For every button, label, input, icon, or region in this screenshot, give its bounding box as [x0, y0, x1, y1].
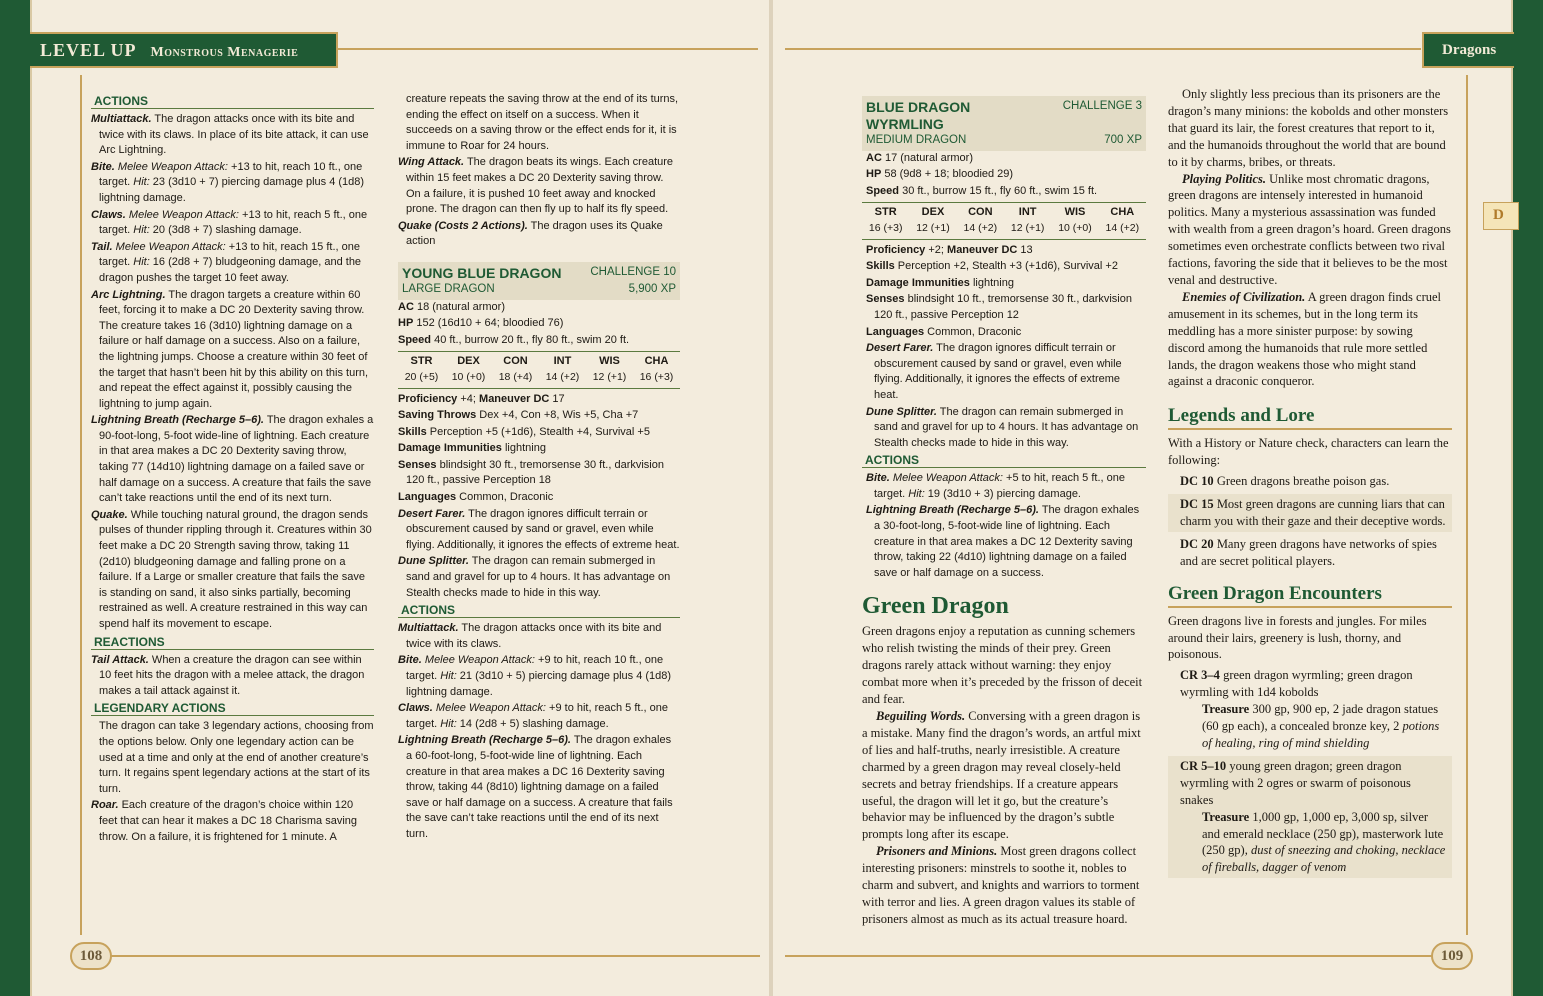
languages: Languages Common, Draconic — [866, 325, 1022, 338]
arc-lightning-entry: Arc Lightning. The dragon targets a creature within 60 feet, forcing it to make a DC 20 Dexterity saving throw. The creature takes 16 (3d10) lightning damage on a failure or half damage on a success. Also on a failure, the lightning jumps. Choose a creature within 30 feet of the target that hasn’t been hit by this ability on this turn, and repeat the effect against it, possibly causing the lightning to jump again. — [91, 288, 369, 410]
section-actions-wyrmling: ACTIONS — [862, 453, 1146, 468]
column-1 — [91, 92, 374, 846]
treasure-cr5-10: Treasure 1,000 gp, 1,000 ep, 3,000 sp, silver and emerald necklace (250 gp), masterwork lute (250 gp), dust of sneezing and choking, necklace of fireballs, dagger of venom — [1202, 809, 1446, 875]
dune-splitter: Dune Splitter. The dragon can remain submerged in sand and gravel for up to 4 hours. It has advantage on Stealth checks made to hide in this way. — [398, 555, 671, 599]
breath-wyrmling: Lightning Breath (Recharge 5–6). The dragon exhales a 30-foot-long, 5-foot-wide line of lightning. Each creature in that area makes a DC 12 Dexterity saving throw, taking 22 (4d10) lightning damage on a failed save or half damage on a success. — [866, 504, 1140, 579]
section-actions-young: ACTIONS — [398, 603, 680, 618]
roar-continued: creature repeats the saving throw at the end of its turns, ending the effect on itself on a success. When it succeeds on a saving throw or the effect ends for it, it is immune to Roar for 24 hours. — [406, 93, 679, 152]
column-3 — [862, 92, 1146, 928]
beguiling-words: Beguiling Words. Conversing with a green dragon is a mistake. Many find the dragon’s words, an artful mixt of lies and half-truths, nearly irresistible. A creature charmed by a green dragon may reveal closely-held secrets and betray friendships. If a creature appears useful, the dragon will let it go, but the creature’s behavior may be influenced by the dragon’s subtle prompts long after its escape. — [862, 708, 1141, 842]
book-spine — [769, 0, 773, 996]
monster-type: MEDIUM DRAGON — [866, 134, 967, 146]
lightning-breath-entry: Lightning Breath (Recharge 5–6). The dragon exhales a 90-foot-long, 5-foot wide-line of lightning. Each creature in that area makes a DC 20 Dexterity saving throw, taking 77 (14d10) lightning damage on a failed save or half damage on a success. A creature that fails the save can’t take reactions until the end of its next turn. — [91, 414, 374, 505]
wyrmling-header — [862, 96, 1146, 151]
encounters-title: Green Dragon Encounters — [1168, 582, 1452, 608]
legends-intro: With a History or Nature check, characters can learn the following: — [1168, 436, 1449, 468]
legends-lore-title: Legends and Lore — [1168, 404, 1452, 430]
tail-entry: Tail. Melee Weapon Attack: +13 to hit, reach 15 ft., one target. Hit: 16 (2d8 + 7) bludgeoning damage, and the dragon pushes the target 10 feet away. — [91, 240, 362, 284]
chapter-title: Dragons — [1442, 42, 1497, 58]
section-legendary: LEGENDARY ACTIONS — [91, 701, 374, 716]
hit-points: HP 152 (16d10 + 64; bloodied 76) — [398, 317, 564, 330]
header-banner-left — [30, 32, 338, 68]
enemies-of-civilization: Enemies of Civilization. A green dragon finds cruel amusement in its schemes, but in the long term its meddling has a more sinister purpose: by sowing discord among the humanoids that rule more settled lands, the dragon weakens those who might stand against a draconic conqueror. — [1168, 289, 1442, 389]
tail-attack-entry: Tail Attack. When a creature the dragon can see within 10 feet hits the dragon with a melee attack, the dragon makes a tail attack against it. — [91, 653, 365, 697]
damage-immunities: Damage Immunities lightning — [398, 442, 546, 455]
footer-rule-right — [785, 955, 1435, 957]
bite-entry: Bite. Melee Weapon Attack: +13 to hit, reach 10 ft., one target. Hit: 23 (3d10 + 7) piercing damage plus 4 (1d8) lightning damage. — [91, 160, 365, 204]
book-subtitle: Monstrous Menagerie — [150, 45, 299, 60]
ability-scores-table: STR DEX CON INT WIS CHA 16 (+3) 12 (+1) 14 (+2) 12 (+1) 10 (+0) 14 (+2) — [862, 202, 1146, 239]
roar-entry: Roar. Each creature of the dragon’s choice within 120 feet that can hear it makes a DC 18 Charisma saving throw. On a failure, it is frightened for 1 minute. A — [91, 799, 358, 843]
skills: Skills Perception +2, Stealth +3 (+1d6), Survival +2 — [866, 260, 1118, 273]
encounter-cr5-10: CR 5–10 young green dragon; green dragon wyrmling with 2 ogres or swarm of poisonous snakes Treasure 1,000 gp, 1,000 ep, 3,000 sp, silver and emerald necklace (250 gp), masterwork lute (250 gp), dust of sneezing and choking, necklace of fireballs, dagger of venom — [1168, 756, 1452, 878]
section-actions: ACTIONS — [91, 94, 374, 109]
bite-wyrmling: Bite. Melee Weapon Attack: +5 to hit, reach 5 ft., one target. Hit: 19 (3d10 + 3) piercing damage. — [866, 472, 1125, 500]
breath-young: Lightning Breath (Recharge 5–6). The dragon exhales a 60-foot-long, 5-foot-wide line of lightning. Each creature in that area makes a DC 16 Dexterity saving throw, taking 44 (8d10) lightning damage on a failed save or half damage on a success. A creature that fails the save can’t take reactions until the end of its next turn. — [398, 734, 673, 840]
header-rule-right — [785, 48, 1421, 50]
desert-farer: Desert Farer. The dragon ignores difficult terrain or obscurement caused by sand or gravel, even while flying. Additionally, it ignores the effects of extreme heat. — [398, 507, 680, 551]
monster-name: YOUNG BLUE DRAGON — [402, 264, 562, 281]
senses: Senses blindsight 10 ft., tremorsense 30 ft., darkvision 120 ft., passive Perception 12 — [866, 293, 1132, 321]
lore-dc10: DC 10 Green dragons breathe poison gas. — [1180, 474, 1390, 489]
monster-name: BLUE DRAGON WYRMLING — [866, 99, 971, 132]
green-intro: Green dragons enjoy a reputation as cunning schemers who relish twisting the minds of their prey. Green dragons rarely attack without warning: they enjoy combat more when it’s preceded by the frisson of deceit and fear. — [862, 624, 1143, 707]
encounters-intro: Green dragons live in forests and jungles. For miles around their lairs, greenery is lush, thorny, and poisonous. — [1168, 613, 1427, 662]
proficiency: Proficiency +4; Maneuver DC 17 — [398, 392, 565, 405]
margin-rule-right — [1466, 75, 1468, 935]
speed: Speed 30 ft., burrow 15 ft., fly 60 ft., swim 15 ft. — [866, 184, 1098, 197]
lore-dc20: DC 20 Many green dragons have networks of spies and are secret political players. — [1180, 536, 1437, 568]
ability-scores-table: STR DEX CON INT WIS CHA 20 (+5) 10 (+0) 18 (+4) 14 (+2) 12 (+1) 16 (+3) — [398, 351, 680, 388]
footer-rule-left — [110, 955, 760, 957]
brand-logo: LEVEL UP — [40, 40, 137, 60]
treasure-cr3-4: Treasure 300 gp, 900 ep, 2 jade dragon statues (60 gp each), a concealed bronze key, 2 potions of healing, ring of mind shielding — [1202, 702, 1440, 750]
column-2 — [398, 92, 680, 844]
monster-type: LARGE DRAGON — [402, 282, 495, 295]
prisoners-minions: Prisoners and Minions. Most green dragons collect interesting prisoners: minstrels to soothe it, nobles to charm and subvert, and knights and warriors to torment with terror and lies. A green dragon values its stable of prisoners almost as much as its actual treasure hoard. — [862, 844, 1140, 926]
multiattack-young: Multiattack. The dragon attacks once with its bite and twice with its claws. — [398, 622, 662, 650]
header-banner-right — [1422, 32, 1514, 68]
challenge-rating: CHALLENGE 10 — [590, 265, 676, 278]
xp-value: 700 XP — [1104, 134, 1142, 146]
challenge-rating: CHALLENGE 3 — [1062, 100, 1142, 112]
page-number-left: 108 — [70, 942, 112, 970]
header-rule-left — [338, 48, 758, 50]
minions-paragraph: Only slightly less precious than its prisoners are the dragon’s many minions: the kobolds and other monsters that guard its lair, the forest creatures that report to it, and the humanoids throughout the world that are bound to it by charms, bribes, or threats. — [1168, 87, 1449, 169]
young-blue-dragon-header — [398, 262, 680, 300]
green-dragon-section — [862, 591, 1146, 927]
languages: Languages Common, Draconic — [398, 491, 554, 504]
skills: Skills Perception +5 (+1d6), Stealth +4, Survival +5 — [398, 425, 650, 438]
desert-farer: Desert Farer. The dragon ignores difficult terrain or obscurement caused by sand or gravel, even while flying. Additionally, it ignores the effects of extreme heat. — [866, 342, 1122, 401]
claws-entry: Claws. Melee Weapon Attack: +13 to hit, reach 5 ft., one target. Hit: 20 (3d8 + 7) slashing damage. — [91, 208, 368, 237]
column-4 — [1168, 86, 1452, 880]
bite-young: Bite. Melee Weapon Attack: +9 to hit, reach 10 ft., one target. Hit: 21 (3d10 + 5) piercing damage plus 4 (1d8) lightning damage. — [398, 654, 672, 698]
margin-rule-left — [80, 75, 82, 935]
chapter-tab[interactable]: D — [1483, 202, 1519, 230]
multiattack-entry: Multiattack. The dragon attacks once with its bite and twice with its claws. In place of its bite attack, it can use Arc Lightning. — [91, 113, 369, 157]
speed: Speed 40 ft., burrow 20 ft., fly 80 ft., swim 20 ft. — [398, 333, 630, 346]
saving-throws: Saving Throws Dex +4, Con +8, Wis +5, Cha +7 — [398, 409, 639, 422]
xp-value: 5,900 XP — [628, 282, 676, 295]
claws-young: Claws. Melee Weapon Attack: +9 to hit, reach 5 ft., one target. Hit: 14 (2d8 + 5) slashing damage. — [398, 702, 668, 730]
playing-politics: Playing Politics. Unlike most chromatic dragons, green dragons are intensely interested in humanoid politics. Many a mysterious assassination was funded with wealth from a green dragon’s hoard. Green dragons sometimes even orchestrate conflicts between two rival factions, favoring the side that it believes to be the most venal and destructive. — [1168, 171, 1451, 287]
dune-splitter: Dune Splitter. The dragon can remain submerged in sand and gravel for up to 4 hours. It has advantage on Stealth checks made to hide in this way. — [866, 405, 1139, 449]
legendary-intro: The dragon can take 3 legendary actions, choosing from the options below. Only one legendary action can be used at a time and only at the end of another creature’s turn. It regains spent legendary actions at the start of its turn. — [99, 720, 374, 795]
senses: Senses blindsight 30 ft., tremorsense 30 ft., darkvision 120 ft., passive Perception 18 — [398, 458, 664, 487]
section-reactions: REACTIONS — [91, 635, 374, 650]
quake-legendary-entry: Quake (Costs 2 Actions). The dragon uses its Quake action — [398, 219, 663, 248]
hit-points: HP 58 (9d8 + 18; bloodied 29) — [866, 168, 1014, 181]
green-dragon-title: Green Dragon — [862, 593, 1009, 620]
wing-attack-entry: Wing Attack. The dragon beats its wings. Each creature within 15 feet makes a DC 20 Dexterity saving throw. On a failure, it is pushed 10 feet away and knocked prone. The dragon can then fly up to half its fly speed. — [398, 156, 674, 216]
armor-class: AC 18 (natural armor) — [398, 300, 505, 313]
armor-class: AC 17 (natural armor) — [866, 151, 973, 164]
quake-entry: Quake. While touching natural ground, the dragon sends pulses of thunder rippling through it. Creatures within 30 feet make a DC 20 Strength saving throw, taking 11 (2d10) bludgeoning damage and falling prone on a failure. If a Large or smaller creature that fails the save is standing on sand, it also sinks partially, becoming restrained as well. A creature restrained in this way can spend half its movement to escape. — [91, 508, 372, 630]
page-number-right: 109 — [1431, 942, 1473, 970]
encounter-cr3-4: CR 3–4 green dragon wyrmling; green dragon wyrmling with 1d4 kobolds Treasure 300 gp, 900 ep, 2 jade dragon statues (60 gp each), a concealed bronze key, 2 potions of healing, ring of mind shielding — [1168, 665, 1452, 754]
proficiency: Proficiency +2; Maneuver DC 13 — [866, 243, 1033, 256]
right-cover-edge — [1513, 0, 1543, 996]
lore-dc15: DC 15 Most green dragons are cunning liars that can charm you with their gaze and their deceptive words. — [1168, 494, 1452, 532]
damage-immunities: Damage Immunities lightning — [866, 276, 1014, 289]
left-cover-edge — [0, 0, 30, 996]
